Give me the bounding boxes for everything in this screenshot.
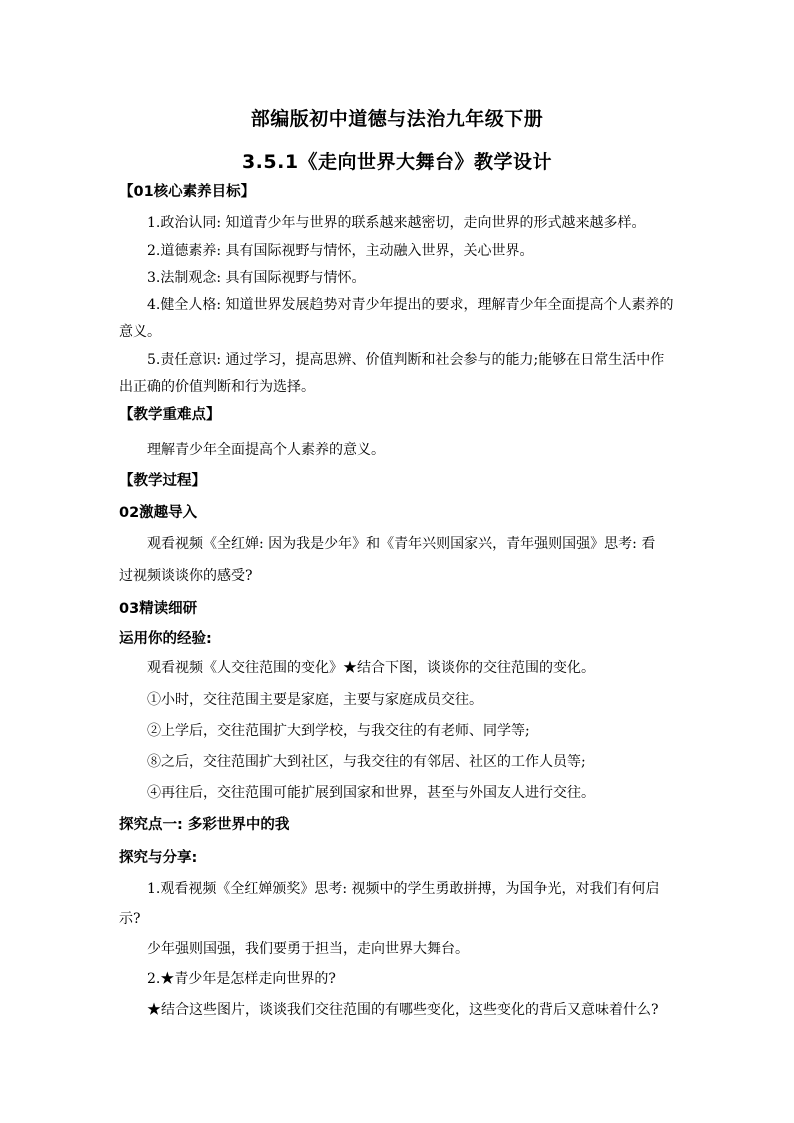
study-heading: 03精读细研 bbox=[119, 601, 198, 617]
key-points-text: 理解青少年全面提高个人素养的意义。 bbox=[147, 442, 385, 458]
experience-heading: 运用你的经验: bbox=[119, 631, 212, 647]
intro-heading: 02激趣导入 bbox=[119, 505, 198, 521]
share-answer: 少年强则国强，我们要勇于担当，走向世界大舞台。 bbox=[147, 941, 469, 957]
share-heading: 探究与分享: bbox=[119, 850, 198, 866]
explore-heading: 探究点一: 多彩世界中的我 bbox=[119, 817, 290, 833]
goal-line: 4.健全人格: 知道世界发展趋势对青少年提出的要求，理解青少年全面提高个人素养的 bbox=[147, 297, 674, 313]
experience-item: ①小时，交往范围主要是家庭，主要与家庭成员交往。 bbox=[147, 692, 483, 708]
process-heading: 【教学过程】 bbox=[119, 473, 206, 489]
goal-line: 意义。 bbox=[119, 324, 161, 340]
intro-text: 过视频谈谈你的感受? bbox=[119, 568, 253, 584]
share-question: 2.★青少年是怎样走向世界的? bbox=[147, 971, 336, 987]
goal-line: 5.责任意识: 通过学习，提高思辨、价值判断和社会参与的能力;能够在日常生活中作 bbox=[147, 352, 665, 368]
goal-line: 出正确的价值判断和行为选择。 bbox=[119, 379, 315, 395]
experience-item: ⑧之后，交往范围扩大到社区，与我交往的有邻居、社区的工作人员等; bbox=[147, 754, 586, 770]
experience-prompt: 观看视频《人交往范围的变化》★结合下图，谈谈你的交往范围的变化。 bbox=[147, 660, 595, 676]
experience-item: ④再往后，交往范围可能扩展到国家和世界，甚至与外国友人进行交往。 bbox=[147, 785, 595, 801]
experience-item: ②上学后，交往范围扩大到学校，与我交往的有老师、同学等; bbox=[147, 723, 530, 739]
key-points-heading: 【教学重难点】 bbox=[119, 407, 221, 423]
intro-text: 观看视频《全红婵: 因为我是少年》和《青年兴则国家兴，青年强则国强》思考: 看 bbox=[147, 536, 656, 552]
document-title: 部编版初中道德与法治九年级下册 bbox=[250, 108, 544, 130]
goal-line: 1.政治认同: 知道青少年与世界的联系越来越密切，走向世界的形式越来越多样。 bbox=[147, 215, 646, 231]
share-question: 1.观看视频《全红婵颁奖》思考: 视频中的学生勇敢拼搏，为国争光，对我们有何启 bbox=[147, 881, 660, 897]
share-question: ★结合这些图片，谈谈我们交往范围的有哪些变化，这些变化的背后又意味着什么? bbox=[147, 1002, 659, 1018]
document-subtitle: 3.5.1《走向世界大舞台》教学设计 bbox=[241, 151, 553, 173]
share-question: 示? bbox=[119, 911, 141, 927]
goal-line: 3.法制观念: 具有国际视野与情怀。 bbox=[147, 270, 366, 286]
goal-line: 2.道德素养: 具有国际视野与情怀，主动融入世界，关心世界。 bbox=[147, 243, 534, 259]
goals-heading: 【01核心素养目标】 bbox=[119, 184, 256, 200]
